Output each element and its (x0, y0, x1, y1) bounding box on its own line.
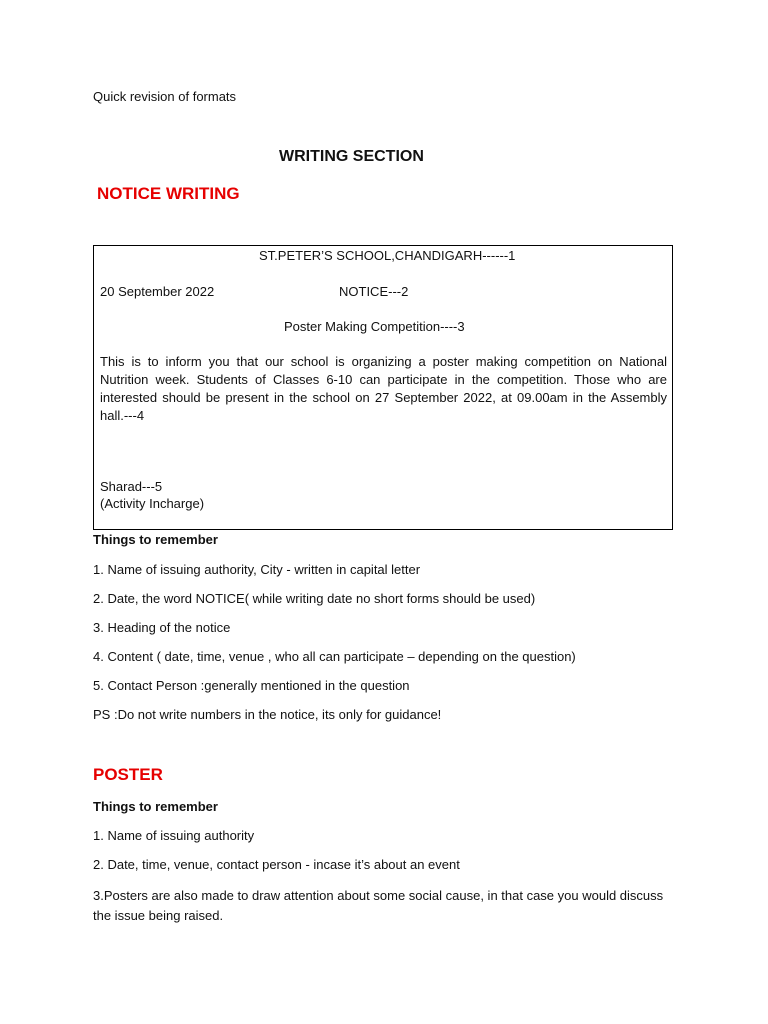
notice-signer: Sharad---5 (100, 479, 163, 494)
notice-school-name: ST.PETER’S SCHOOL,CHANDIGARH------1 (259, 248, 516, 263)
poster-item: 3.Posters are also made to draw attention about some social cause, in that case you would discuss the issue being raised. (93, 888, 664, 923)
notice-writing-heading: NOTICE WRITING (97, 184, 240, 203)
notice-label: NOTICE---2 (339, 284, 409, 299)
notice-item: 2. Date, the word NOTICE( while writing date no short forms should be used) (93, 591, 536, 606)
poster-item: 2. Date, time, venue, contact person - incase it’s about an event (93, 857, 460, 872)
notice-item: 4. Content ( date, time, venue , who all can participate – depending on the question) (93, 649, 576, 664)
poster-item: 1. Name of issuing authority (93, 828, 255, 843)
notice-item: 1. Name of issuing authority, City - written in capital letter (93, 562, 421, 577)
notice-item: 3. Heading of the notice (93, 620, 231, 635)
notice-designation: (Activity Incharge) (100, 496, 205, 511)
poster-things-title: Things to remember (93, 799, 218, 814)
subtitle: Quick revision of formats (93, 89, 237, 104)
poster-heading: POSTER (93, 765, 163, 784)
ps-note: PS :Do not write numbers in the notice, its only for guidance! (93, 707, 442, 722)
notice-sample-box (93, 245, 673, 530)
notice-date: 20 September 2022 (100, 284, 215, 299)
section-title: WRITING SECTION (279, 148, 424, 165)
notice-body: This is to inform you that our school is organizing a poster making competition on National Nutrition week. Students of Classes 6-10 can participate in the competition. Those who are interested should be present in the school on 27 September 2022, at 09.00am in the Assembly hall.---4 (100, 354, 667, 423)
notice-things-title: Things to remember (93, 532, 218, 547)
notice-item: 5. Contact Person :generally mentioned in the question (93, 678, 410, 693)
notice-title: Poster Making Competition----3 (284, 319, 465, 334)
